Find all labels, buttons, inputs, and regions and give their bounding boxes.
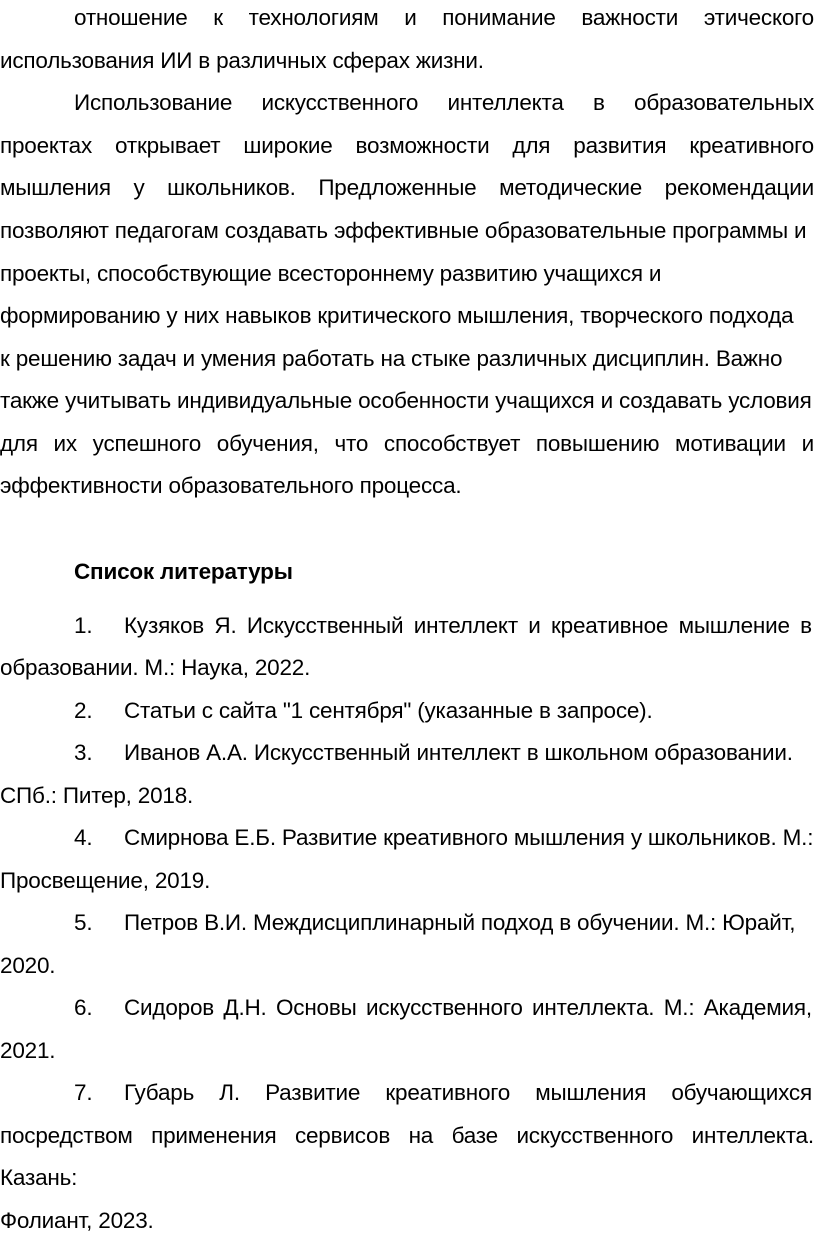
paragraph2-line1 (74, 87, 814, 119)
word: Губарь (124, 1080, 195, 1105)
reference-number: 5. (74, 910, 93, 935)
word: обучения, (216, 431, 319, 456)
paragraph2-line5: проекты, способствующие всестороннему развитию учащихся и (0, 261, 662, 286)
word: креативного (385, 1080, 511, 1105)
word: успешного (92, 431, 202, 456)
word: Академия, (703, 995, 812, 1020)
word: рекомендации (664, 175, 814, 200)
reference-item-2 (0, 695, 814, 727)
word: образовательных (634, 90, 814, 115)
word: что (334, 431, 369, 456)
word: мышления (0, 175, 111, 200)
reference-text (124, 1077, 812, 1109)
word: Д.Н. (223, 995, 267, 1020)
reference-item-4-cont: Просвещение, 2019. (0, 868, 211, 893)
paragraph2-line4: позволяют педагогам создавать эффективные образовательные программы и (0, 218, 807, 243)
word: понимание (442, 5, 556, 30)
word: интеллекта (447, 90, 564, 115)
word: технологиям (248, 5, 379, 30)
word: Сидоров (124, 995, 215, 1020)
word: отношение (74, 5, 188, 30)
reference-number: 1. (74, 613, 93, 638)
word: повышению (535, 431, 660, 456)
word: развития (573, 133, 667, 158)
word: для (0, 431, 38, 456)
reference-number: 2. (74, 698, 93, 723)
reference-text: Иванов А.А. Искусственный интеллект в школьном образовании. (124, 740, 793, 765)
word: сервисов (294, 1123, 391, 1148)
word: на (408, 1123, 434, 1148)
paragraph2-line6: формированию у них навыков критического мышления, творческого подхода (0, 303, 794, 328)
word: этического (703, 5, 814, 30)
paragraph2-line8: также учитывать индивидуальные особенности учащихся и создавать условия (0, 388, 812, 413)
word: и (404, 5, 417, 30)
word: открывает (115, 133, 221, 158)
word: возможности (355, 133, 490, 158)
reference-number: 4. (74, 825, 93, 850)
word: креативного (689, 133, 814, 158)
reference-text (124, 610, 812, 642)
word: Искусственный (246, 613, 404, 638)
reference-text: Петров В.И. Междисциплинарный подход в обучении. М.: Юрайт, (124, 910, 796, 935)
reference-item-1-cont: образовании. М.: Наука, 2022. (0, 655, 311, 680)
paragraph2-line2 (0, 130, 814, 162)
word: важности (581, 5, 679, 30)
word: и (528, 613, 541, 638)
reference-item-7-cont: Казань: (0, 1165, 78, 1190)
word: креативное (551, 613, 669, 638)
reference-item-6-cont: 2021. (0, 1038, 56, 1063)
reference-item-5-cont: 2020. (0, 953, 56, 978)
references-heading: Список литературы (74, 559, 293, 584)
word: интеллект (413, 613, 518, 638)
reference-item-7 (0, 1077, 814, 1109)
paragraph2-line10: эффективности образовательного процесса. (0, 473, 462, 498)
paragraph1-line1 (74, 2, 814, 34)
word: в (800, 613, 812, 638)
word: интеллекта. (691, 1123, 814, 1148)
word: Предложенные (318, 175, 477, 200)
word: Развитие (265, 1080, 361, 1105)
paragraph1-line2: использования ИИ в различных сферах жизни. (0, 48, 484, 73)
reference-number: 3. (74, 740, 93, 765)
word: Основы (275, 995, 357, 1020)
paragraph2-line7: к решению задач и умения работать на стыке различных дисциплин. Важно (0, 346, 783, 371)
word: Я. (214, 613, 237, 638)
word: их (53, 431, 77, 456)
word: искусственного (516, 1123, 674, 1148)
reference-number: 7. (74, 1080, 93, 1105)
word: интеллекта. (532, 995, 655, 1020)
reference-item-3-cont: СПб.: Питер, 2018. (0, 783, 194, 808)
reference-item-1 (0, 610, 814, 642)
word: М.: (663, 995, 695, 1020)
reference-item-7-line2 (0, 1120, 814, 1152)
word: Использование (74, 90, 233, 115)
word: к (213, 5, 223, 30)
reference-number: 6. (74, 995, 93, 1020)
word: методические (499, 175, 643, 200)
reference-text (124, 992, 812, 1024)
word: Л. (219, 1080, 240, 1105)
paragraph2-line3 (0, 172, 814, 204)
reference-item-5 (0, 907, 814, 939)
word: обучающихся (671, 1080, 812, 1105)
word: широкие (243, 133, 333, 158)
word: в (592, 90, 605, 115)
word: для (512, 133, 551, 158)
word: школьников. (167, 175, 296, 200)
word: базе (451, 1123, 498, 1148)
reference-item-7-cont2: Фолиант, 2023. (0, 1208, 154, 1233)
word: применения (151, 1123, 277, 1148)
word: мышления (535, 1080, 647, 1105)
word: мышление (678, 613, 790, 638)
word: посредством (0, 1123, 133, 1148)
reference-text: Смирнова Е.Б. Развитие креативного мышления у школьников. М.: (124, 825, 814, 850)
reference-text: Статьи с сайта "1 сентября" (указанные в запросе). (124, 698, 653, 723)
word: искусственного (261, 90, 419, 115)
word: и (801, 431, 814, 456)
word: Кузяков (124, 613, 205, 638)
paragraph2-line9 (0, 428, 814, 460)
word: проектах (0, 133, 93, 158)
reference-item-6 (0, 992, 814, 1024)
word: способствует (383, 431, 521, 456)
reference-item-4 (0, 822, 814, 854)
word: у (133, 175, 145, 200)
word: мотивации (675, 431, 786, 456)
reference-item-3 (0, 737, 814, 769)
word: искусственного (365, 995, 523, 1020)
